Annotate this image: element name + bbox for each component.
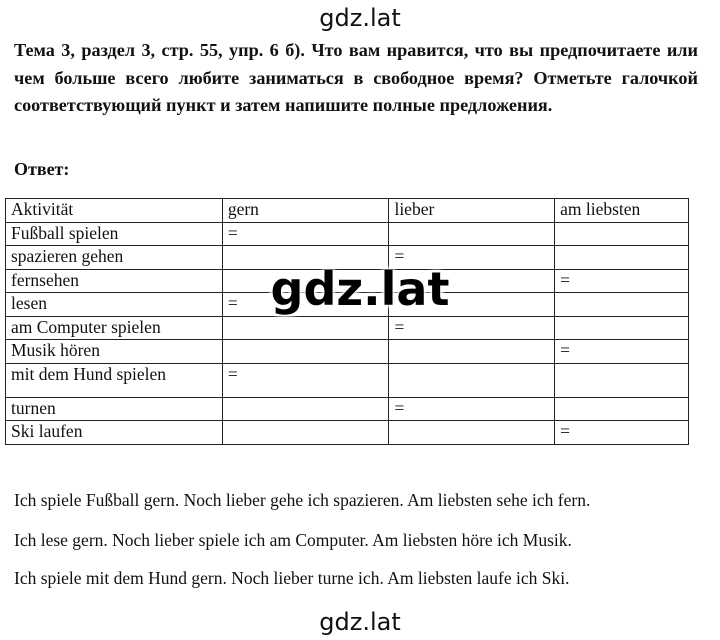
mark-cell: = xyxy=(555,340,689,364)
mark-cell xyxy=(222,340,389,364)
activity-cell: fernsehen xyxy=(6,269,223,293)
mark-cell xyxy=(555,316,689,340)
activity-cell: Fußball spielen xyxy=(6,222,223,246)
mark-cell xyxy=(389,340,555,364)
mark-cell: = xyxy=(389,316,555,340)
mark-cell xyxy=(222,316,389,340)
table-row xyxy=(6,222,689,246)
answer-sentence: Ich spiele Fußball gern. Noch lieber gehe ich spazieren. Am liebsten sehe ich fern. xyxy=(14,490,591,510)
activity-table xyxy=(5,198,689,445)
header-cell: am liebsten xyxy=(555,199,689,223)
mark-cell xyxy=(555,222,689,246)
mark-cell xyxy=(389,363,555,397)
mark-cell: = xyxy=(389,246,555,270)
mark-cell xyxy=(222,421,389,445)
activity-cell: turnen xyxy=(6,397,223,421)
header-cell: Aktivität xyxy=(6,199,223,223)
mark-cell: = xyxy=(222,293,389,317)
activity-cell: Ski laufen xyxy=(6,421,223,445)
task-text: Тема 3, раздел 3, стр. 55, упр. 6 б). Что вам нравится, что вы предпочитаете или чем больше всего любите заниматься в свободное время? Отметьте галочкой соответствующий пункт и затем напишите полные предложения. xyxy=(14,40,698,115)
mark-cell: = xyxy=(555,421,689,445)
watermark-bottom: gdz.lat xyxy=(319,608,401,636)
mark-cell xyxy=(389,222,555,246)
activity-cell: spazieren gehen xyxy=(6,246,223,270)
answer-sentence: Ich lese gern. Noch lieber spiele ich am Computer. Am liebsten höre ich Musik. xyxy=(14,530,572,550)
mark-cell: = xyxy=(222,363,389,397)
mark-cell xyxy=(555,363,689,397)
table-row xyxy=(6,421,689,445)
activity-cell: am Computer spielen xyxy=(6,316,223,340)
answer-label: Ответ: xyxy=(14,159,70,179)
table-row xyxy=(6,363,689,397)
watermark-top: gdz.lat xyxy=(319,4,401,32)
answer-sentence: Ich spiele mit dem Hund gern. Noch lieber turne ich. Am liebsten laufe ich Ski. xyxy=(14,568,570,588)
activity-cell: Musik hören xyxy=(6,340,223,364)
mark-cell: = xyxy=(555,269,689,293)
activity-cell: lesen xyxy=(6,293,223,317)
watermark-center: gdz.lat xyxy=(270,262,450,316)
table-row xyxy=(6,316,689,340)
mark-cell xyxy=(555,397,689,421)
header-cell: gern xyxy=(222,199,389,223)
mark-cell xyxy=(389,421,555,445)
table-row xyxy=(6,340,689,364)
mark-cell: = xyxy=(222,222,389,246)
mark-cell: = xyxy=(389,397,555,421)
table-header-row xyxy=(6,199,689,223)
activity-cell: mit dem Hund spielen xyxy=(6,363,223,397)
table-row xyxy=(6,397,689,421)
mark-cell xyxy=(222,397,389,421)
header-cell: lieber xyxy=(389,199,555,223)
